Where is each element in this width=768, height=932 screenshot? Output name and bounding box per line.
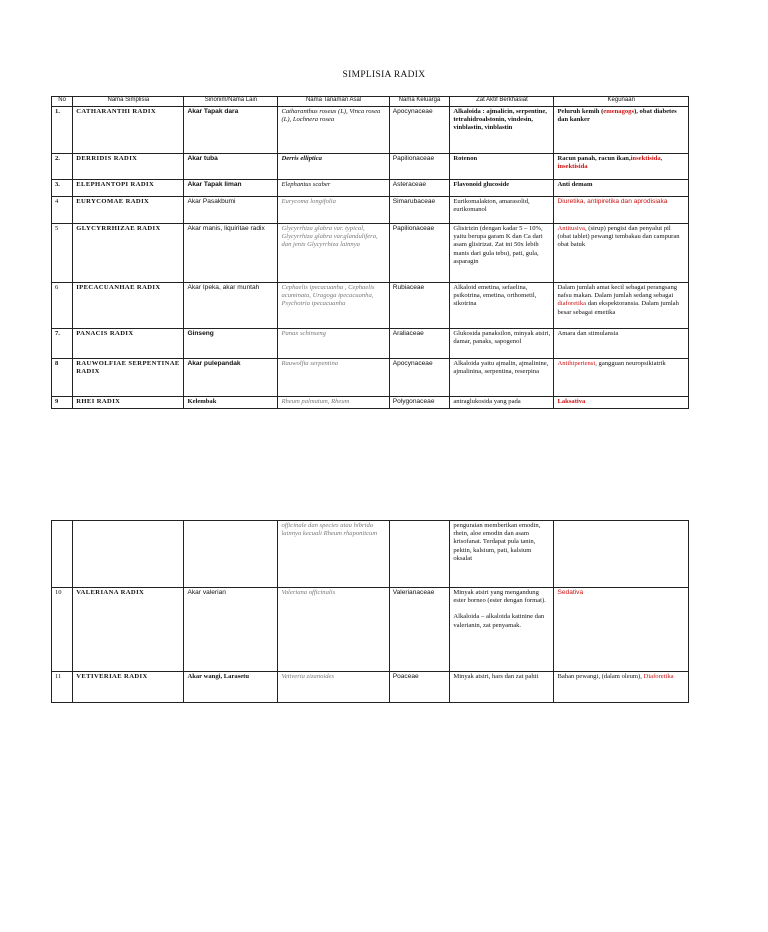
cell-kegunaan [554, 197, 689, 224]
header-zat-aktif: Zat Aktif Berkhasiat [450, 97, 554, 107]
header-nama-keluarga: Nama Keluarga [389, 97, 450, 107]
table-row [52, 224, 689, 283]
cell-zat-aktif: Eurikomalakton, amarasolid, eurikomanol [450, 197, 554, 224]
header-no: No [52, 97, 73, 107]
cell-simplisia [73, 521, 184, 588]
cell-tanaman: Glycyrrhiza glabra var. typical, Glycyrrhiza glabra var.glandulifera, dan jenis Glycyrrhiza lainnya [278, 224, 389, 283]
kegunaan-text: Racun panah, racun ikan, [557, 155, 631, 162]
cell-tanaman: Cephaelis ipecacuanha , Cephaelis acuminata, Uragoga ipecacuanha, Psychotria ipecacuanha [278, 283, 389, 329]
table-row [52, 397, 689, 409]
cell-zat-aktif: Alkaloid emetina, sefaelina, psikotrina, emetina, orthometil, sikotrina [450, 283, 554, 329]
kegunaan-highlight: emenagogs [603, 108, 635, 115]
table-row [52, 283, 689, 329]
kegunaan-text: Bahan pewangi, (dalam oleum), [557, 673, 642, 680]
simplisia-table-continued [51, 520, 689, 703]
cell-sinonim [184, 521, 278, 588]
cell-tanaman: Vetiveria zizanoides [278, 672, 389, 703]
cell-sinonim: Akar manis, liquiritae radix [184, 224, 278, 283]
kegunaan-text: Amara dan stimulansia [557, 330, 619, 337]
cell-zat-aktif: Glukosida panaksilon, minyak atsiri, damar, panaks, sapogenol [450, 329, 554, 359]
cell-simplisia: RHEI RADIX [73, 397, 184, 409]
cell-keluarga: Araliaceae [389, 329, 450, 359]
kegunaan-text-tail: ), obat diabetes dan kanker [557, 108, 677, 124]
cell-no [52, 521, 73, 588]
cell-kegunaan [554, 672, 689, 703]
cell-simplisia: GLYCYRRHIZAE RADIX [73, 224, 184, 283]
kegunaan-highlight: Antitusiva [557, 225, 585, 232]
cell-sinonim: Kelembak [184, 397, 278, 409]
cell-keluarga [389, 521, 450, 588]
cell-no: 8 [52, 359, 73, 397]
cell-zat-aktif: Flavonoid glucoside [450, 180, 554, 197]
cell-kegunaan [554, 154, 689, 180]
cell-kegunaan [554, 397, 689, 409]
cell-no: 4 [52, 197, 73, 224]
cell-kegunaan [554, 283, 689, 329]
kegunaan-text-tail: , (sirup) pengisi dan penyalut pil (obat tablet) pewangi tembakau dan campuran obat batuk [557, 225, 680, 249]
cell-kegunaan [554, 329, 689, 359]
cell-keluarga: Apocynaceae [389, 107, 450, 154]
cell-keluarga: Papilionaceae [389, 154, 450, 180]
cell-sinonim: Akar tuba [184, 154, 278, 180]
table-row [52, 154, 689, 180]
cell-sinonim: Akar Tapak dara [184, 107, 278, 154]
kegunaan-highlight: diaforetika [557, 300, 587, 308]
cell-no: 6 [52, 283, 73, 329]
cell-simplisia: VALERIANA RADIX [73, 588, 184, 672]
cell-tanaman: officinale dan species atau hibrida lainnya kecuali Rheum rhaponticum [278, 521, 389, 588]
table-row [52, 359, 689, 397]
cell-keluarga: Rubiaceae [389, 283, 450, 329]
cell-tanaman: Rauwolfia serpentina [278, 359, 389, 397]
cell-sinonim: Ginseng [184, 329, 278, 359]
cell-simplisia: CATHARANTHI RADIX [73, 107, 184, 154]
cell-zat-aktif: penguraian memberikan emodin, rhein, aloe emodin dan asam krisofanat. Terdapat pula tanin, pektin, kalsium, pati, kalsium oksalat [450, 521, 554, 588]
cell-keluarga: Polygonaceae [389, 397, 450, 409]
kegunaan-highlight: Diaforetika [643, 673, 674, 680]
zat-aktif-part1: Minyak atsiri yang mengandung ester borneo (ester dengan format). [453, 589, 546, 605]
cell-no: 10 [52, 588, 73, 672]
cell-tanaman: Eurycoma longifolia [278, 197, 389, 224]
cell-no: 3. [52, 180, 73, 197]
cell-kegunaan [554, 521, 689, 588]
kegunaan-text-tail: , gangguan neuropsikiatrik [595, 360, 666, 367]
header-nama-simplisia: Nama Simplisia [73, 97, 184, 107]
cell-tanaman: Catharanthus roseus (L), Vinca rosea (L), Lochnera rosea [278, 107, 389, 154]
header-nama-tanaman: Nama Tanaman Asal [278, 97, 389, 107]
cell-simplisia: IPECACUANHAE RADIX [73, 283, 184, 329]
cell-sinonim: Akar pulepandak [184, 359, 278, 397]
cell-sinonim: Akar Tapak liman [184, 180, 278, 197]
table-row [52, 672, 689, 703]
table-row [52, 588, 689, 672]
table-row [52, 180, 689, 197]
kegunaan-text: Peluruh kemih ( [557, 108, 604, 115]
cell-no: 7. [52, 329, 73, 359]
cell-kegunaan [554, 224, 689, 283]
table-row [52, 197, 689, 224]
cell-no: 2. [52, 154, 73, 180]
kegunaan-highlight: Sedativa [557, 589, 584, 596]
cell-simplisia: RAUWOLFIAE SERPENTINAE RADIX [73, 359, 184, 397]
cell-no: 9 [52, 397, 73, 409]
cell-simplisia: EURYCOMAE RADIX [73, 197, 184, 224]
cell-sinonim: Akar valerian [184, 588, 278, 672]
table-row [52, 329, 689, 359]
cell-kegunaan [554, 180, 689, 197]
header-sinonim: Sinonim/Nama Lain [184, 97, 278, 107]
cell-zat-aktif [450, 588, 554, 672]
cell-zat-aktif: antraglukosida yang pada [450, 397, 554, 409]
header-kegunaan: Kegunaan [554, 97, 689, 107]
cell-sinonim: Akar Ipeka, akar muntah [184, 283, 278, 329]
cell-zat-aktif: Alkaloida : ajmalicin, serpentine, tetrahidroalstonin, vindesin, vinblastin, vinblastin [450, 107, 554, 154]
cell-simplisia: DERRIDIS RADIX [73, 154, 184, 180]
cell-keluarga: Poaceae [389, 672, 450, 703]
cell-zat-aktif: Minyak atsiri, hars dan zat pahit [450, 672, 554, 703]
cell-keluarga: Simarubaceae [389, 197, 450, 224]
kegunaan-text: Anti demam [557, 181, 593, 188]
cell-kegunaan [554, 588, 689, 672]
kegunaan-highlight: insektisida, insektisida [557, 155, 663, 171]
kegunaan-highlight: Diuretika, antipiretika dan aprodisiaka [557, 198, 668, 205]
table-header-row [52, 97, 689, 107]
cell-no: 5 [52, 224, 73, 283]
cell-tanaman: Elephantus scaber [278, 180, 389, 197]
cell-tanaman: Rheum palmatum, Rheum [278, 397, 389, 409]
kegunaan-highlight: Antihipertensi [557, 360, 596, 367]
cell-simplisia: ELEPHANTOPI RADIX [73, 180, 184, 197]
cell-simplisia: VETIVERIAE RADIX [73, 672, 184, 703]
cell-kegunaan [554, 359, 689, 397]
zat-aktif-part2: Alkaloida – alkaloida katinine dan valerianin, zat penyamak. [453, 613, 545, 629]
kegunaan-text-tail: dan ekspektoransia. Dalam jumlah besar sebagai emetika [557, 300, 679, 316]
table-row [52, 107, 689, 154]
simplisia-table [51, 96, 689, 409]
document-title: SIMPLISIA RADIX [342, 70, 426, 80]
cell-keluarga: Valerianaceae [389, 588, 450, 672]
cell-tanaman: Valeriana officinalis [278, 588, 389, 672]
cell-kegunaan [554, 107, 689, 154]
cell-keluarga: Asteraceae [389, 180, 450, 197]
cell-no: 1. [52, 107, 73, 154]
cell-keluarga: Apocynaceae [389, 359, 450, 397]
kegunaan-highlight: Laksativa [557, 398, 586, 405]
cell-sinonim: Akar wangi, Larasetu [184, 672, 278, 703]
cell-simplisia: PANACIS RADIX [73, 329, 184, 359]
cell-tanaman: Derris elliptica [278, 154, 389, 180]
cell-zat-aktif: Rotenon [450, 154, 554, 180]
table-row-continuation [52, 521, 689, 588]
cell-sinonim: Akar Pasakbumi [184, 197, 278, 224]
cell-zat-aktif: Glisirizin (dengan kadar 5 – 10%, yaitu berupa garam K dan Ca dari asam glisirizat. Zat ini 50x lebih manis dari gula tebu), pati, gula, asparagin [450, 224, 554, 283]
kegunaan-text: Dalam jumlah amat kecil sebagai perangsang nafsu makan. Dalam jumlah sedang sebagai [557, 284, 678, 300]
cell-tanaman: Panax schinseng [278, 329, 389, 359]
cell-no: 11 [52, 672, 73, 703]
cell-zat-aktif: Alkaloida yaitu ajmalin, ajmalinine, ajmalinina, serpentina, reserpina [450, 359, 554, 397]
cell-keluarga: Papilionaceae [389, 224, 450, 283]
